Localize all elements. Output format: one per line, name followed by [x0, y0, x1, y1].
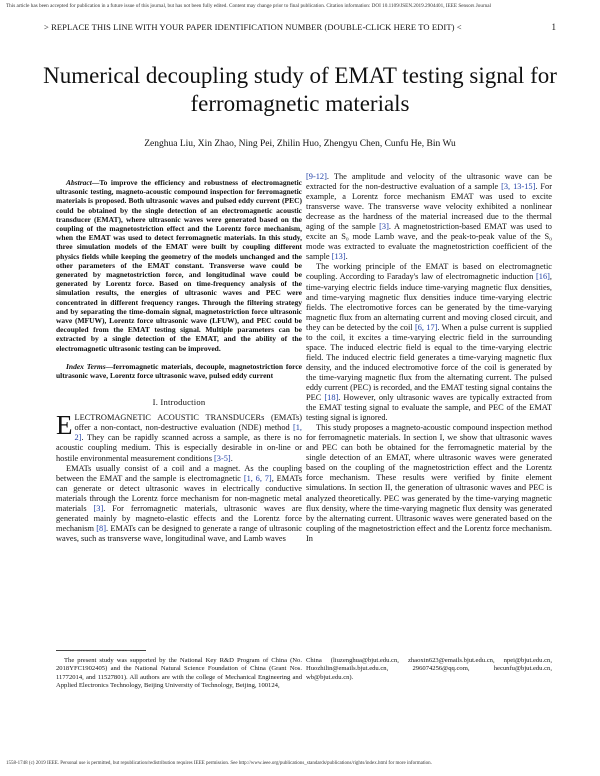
- citation-link[interactable]: [3]: [93, 503, 104, 513]
- publication-notice: This article has been accepted for publication in a future issue of this journal, but has not been fully edited. Content may change prior to final publication. Citation information: DOI 10.1109/JSEN.2019.2904401, IEEE Sensors Journal: [6, 3, 492, 9]
- intro-p3-text: .: [345, 252, 348, 262]
- citation-link[interactable]: [3]: [379, 222, 389, 232]
- drop-cap: E: [56, 410, 73, 441]
- intro-p1-text: .: [230, 453, 233, 463]
- citation-link[interactable]: [3-5]: [214, 453, 231, 463]
- intro-p2-text: EMATs usually consist of a coil and a magnet. As the coupling between the EMAT and the sample is electromagnetic: [56, 463, 302, 483]
- running-header: > REPLACE THIS LINE WITH YOUR PAPER IDENTIFICATION NUMBER (DOUBLE-CLICK HERE TO EDIT) <: [44, 22, 462, 32]
- intro-p1-text: LECTROMAGNETIC ACOUSTIC TRANSDUCERs (EMATs) offer a non-contact, non-destructive evaluation (NDE) method: [74, 413, 302, 433]
- intro-p3-text: . The amplitude and velocity of the ultrasonic wave can be extracted for the non-destructive evaluation of a sample: [306, 172, 552, 192]
- intro-paragraph-5: This study proposes a magneto-acoustic compound inspection method for ferromagnetic materials. In section I, we show that ultrasonic waves and PEC can both be obtained for the ferromagnetic material by the single detection of an EMAT, where ultrasonic waves were generated based on the coupling of the magnetostriction effect and the Lorentz force mechanism. These results were verified by finite element simulations. In section II, the generation of ultrasonic waves and PEC is analyzed theoretically. PEC was generated by the time-varying magnetic flux density, where the time-varying magnetic flux density was generated by the alternating current. Ultrasonic waves were generated based on the coupling of the magnetostriction effect and the Lorentz force mechanism. In: [306, 423, 552, 543]
- footnote-divider: [56, 650, 146, 651]
- intro-p2-text: , EMATs can generate or detect ultrasonic waves in electrically conductive materials through the Lorentz force mechanism for non-magnetic metal materials: [56, 473, 302, 513]
- intro-paragraph-3: [306, 172, 552, 262]
- paper-title: Numerical decoupling study of EMAT testing signal for ferromagnetic materials: [43, 63, 557, 116]
- right-column: [306, 172, 552, 544]
- left-column: [56, 178, 302, 544]
- citation-link[interactable]: [8]: [96, 523, 106, 533]
- page-number: 1: [551, 22, 556, 32]
- intro-paragraph-4: [306, 262, 552, 423]
- index-terms-text: ferromagnetic materials, decouple, magnetostriction force ultrasonic wave, Lorentz force ultrasonic wave, pulsed eddy current: [56, 361, 302, 381]
- citation-link[interactable]: [6, 17]: [414, 322, 438, 332]
- abstract-label: Abstract: [66, 178, 92, 187]
- intro-p3-text: . For example, a Lorentz force mechanism EMAT was used to excite transverse wave. The transverse wave velocity exhibited a nonlinear decrease as the hardness of the material increased due to the thermal aging of the sample: [306, 182, 552, 232]
- intro-p4-text: . When a pulse current is supplied to the coil, it excites a time-varying electric field in the surrounding space. The induced electric field is equal to the time-varying electric field. The induced electric field generates a time-varying magnetic flux density, and the induced electromotive force of the coil is generated by the time-varying magnetic flux from the alternating current. The pulsed eddy current (PEC) is recorded, and the EMAT testing signal contains the PEC: [306, 322, 553, 403]
- citation-link[interactable]: [1, 2]: [74, 423, 302, 443]
- author-list: Zenghua Liu, Xin Zhao, Ning Pei, Zhilin Huo, Zhengyu Chen, Cunfu He, Bin Wu: [144, 139, 456, 149]
- copyright-notice: 1558-1748 (c) 2019 IEEE. Personal use is permitted, but republication/redistribution requires IEEE permission. See http://www.ieee.org/publications_standards/publications/rights/index.html for more information.: [6, 761, 432, 766]
- section-heading-introduction: I. Introduction: [152, 397, 206, 408]
- index-terms: Index Terms—ferromagnetic materials, decouple, magnetostriction force ultrasonic wave, Lorentz force ultrasonic wave, pulsed eddy current: [56, 361, 302, 381]
- citation-link[interactable]: [1, 6, 7]: [243, 473, 272, 483]
- intro-p4-text: The working principle of the EMAT is based on electromagnetic coupling. According to Faraday's law of electromagnetic induction: [306, 262, 552, 282]
- abstract-text: To improve the efficiency and robustness of electromagnetic ultrasonic testing, magneto-acoustic compound inspection for ferromagnetic materials is proposed. Both ultrasonic waves and pulsed eddy current (PEC) could be obtained by the single detection of an electromagnetic acoustic transducer (EMAT), where ultrasonic waves were generated based on the coupling of the magnetostriction effect and the Lorentz force mechanism, when the EMAT was used to detect ferromagnetic materials. In this study, three simulation models of the EMAT were built by coupling different physics fields while keeping the geometry of the models unchanged and the other parameters of the EMAT constant. Transverse wave could be generated by magnetostriction force, and longitudinal wave could be generated by Lorentz force. Based on time-frequency analysis of the simulation results, the energies of ultrasonic waves and PEC were concentrated in different frequency ranges. Through the filtering strategy and by separating the time-domain signal, magnetostriction force ultrasonic wave (MFUW), Lorentz force ultrasonic wave (LFUW), and PEC could be decoupled from the EMAT testing signal. Multiple parameters can be extracted by a single detection of the EMAT, and the ability of the electromagnetic ultrasonic testing can be improved.: [56, 178, 302, 353]
- intro-p2-text: . For ferromagnetic materials, ultrasonic waves are generated mainly by magneto-elastic effects and the Lorentz force mechanism: [56, 503, 302, 533]
- citation-link[interactable]: [9-12]: [306, 172, 327, 181]
- citation-link[interactable]: [18]: [324, 393, 339, 403]
- intro-p4-text: . However, only ultrasonic waves are typically extracted from the EMAT testing signal to evaluate the sample, and PEC of the EMAT testing signal is ignored.: [306, 393, 552, 423]
- intro-p3-text: . A magnetostriction-based EMAT was used to excite an S₀ mode Lamb wave, and the peak-to-peak value of the S₀ mode was extracted to evaluate the magnetostriction coefficient of the sample: [306, 222, 552, 262]
- footnote-emails: China (liuzenghua@bjut.edu.cn, zhaoxin623@emails.bjut.edu.cn, npei@bjut.edu.cn, Huozhilin@emails.bjut.edu.cn, 296074256@qq.com, hecunfu@bjut.edu.cn, wb@bjut.edu.cn).: [306, 657, 552, 681]
- footnote-funding: The present study was supported by the National Key R&D Program of China (No. 2018YFC1902405) and the National Natural Science Foundation of China (Grant Nos. 11772014, and 11527801). All authors are with the college of Mechanical Engineering and Applied Electronics Technology, Beijing University of Technology, Beijing, 100124,: [56, 657, 302, 690]
- intro-paragraph-2: [56, 464, 302, 544]
- intro-p1-text: . They can be rapidly scanned across a sample, as there is no acoustic coupling medium. This is especially desirable in on-line or hostile environmental measurement conditions: [56, 433, 302, 463]
- intro-p4-text: , time-varying electric fields induce time-varying magnetic flux densities, and time-varying magnetic flux densities induce time-varying electric fields. The electromotive forces can be generated by the time-varying magnetic flux from an alternating current and moving closed circuit, and they can be detected by the coil: [306, 272, 552, 332]
- index-terms-label: Index Terms: [66, 361, 106, 371]
- citation-link[interactable]: [3, 13-15]: [501, 182, 536, 192]
- citation-link[interactable]: [13]: [331, 252, 346, 262]
- intro-p2-text: . EMATs can be designed to generate a range of ultrasonic waves, such as transverse wave, longitudinal wave, and Lamb waves: [56, 523, 302, 543]
- abstract: Abstract—To improve the efficiency and robustness of electromagnetic ultrasonic testing, magneto-acoustic compound inspection for ferromagnetic materials is proposed. Both ultrasonic waves and pulsed eddy current (PEC) could be obtained by the single detection of an electromagnetic acoustic transducer (EMAT), where ultrasonic waves were generated based on the coupling of the magnetostriction effect and the Lorentz force mechanism, when the EMAT was used to detect ferromagnetic materials. In this study, three simulation models of the EMAT were built by coupling different physics fields while keeping the geometry of the models unchanged and the other parameters of the EMAT constant. Transverse wave could be generated by magnetostriction force, and longitudinal wave could be generated by Lorentz force. Based on time-frequency analysis of the simulation results, the energies of ultrasonic waves and PEC were concentrated in different frequency ranges. Through the filtering strategy and by separating the time-domain signal, magnetostriction force ultrasonic wave (MFUW), Lorentz force ultrasonic wave (LFUW), and PEC could be decoupled from the EMAT testing signal. Multiple parameters can be extracted by a single detection of the EMAT, and the ability of the electromagnetic ultrasonic testing can be improved.: [56, 178, 302, 353]
- intro-paragraph-1: [56, 410, 302, 463]
- citation-link[interactable]: [16]: [536, 272, 550, 282]
